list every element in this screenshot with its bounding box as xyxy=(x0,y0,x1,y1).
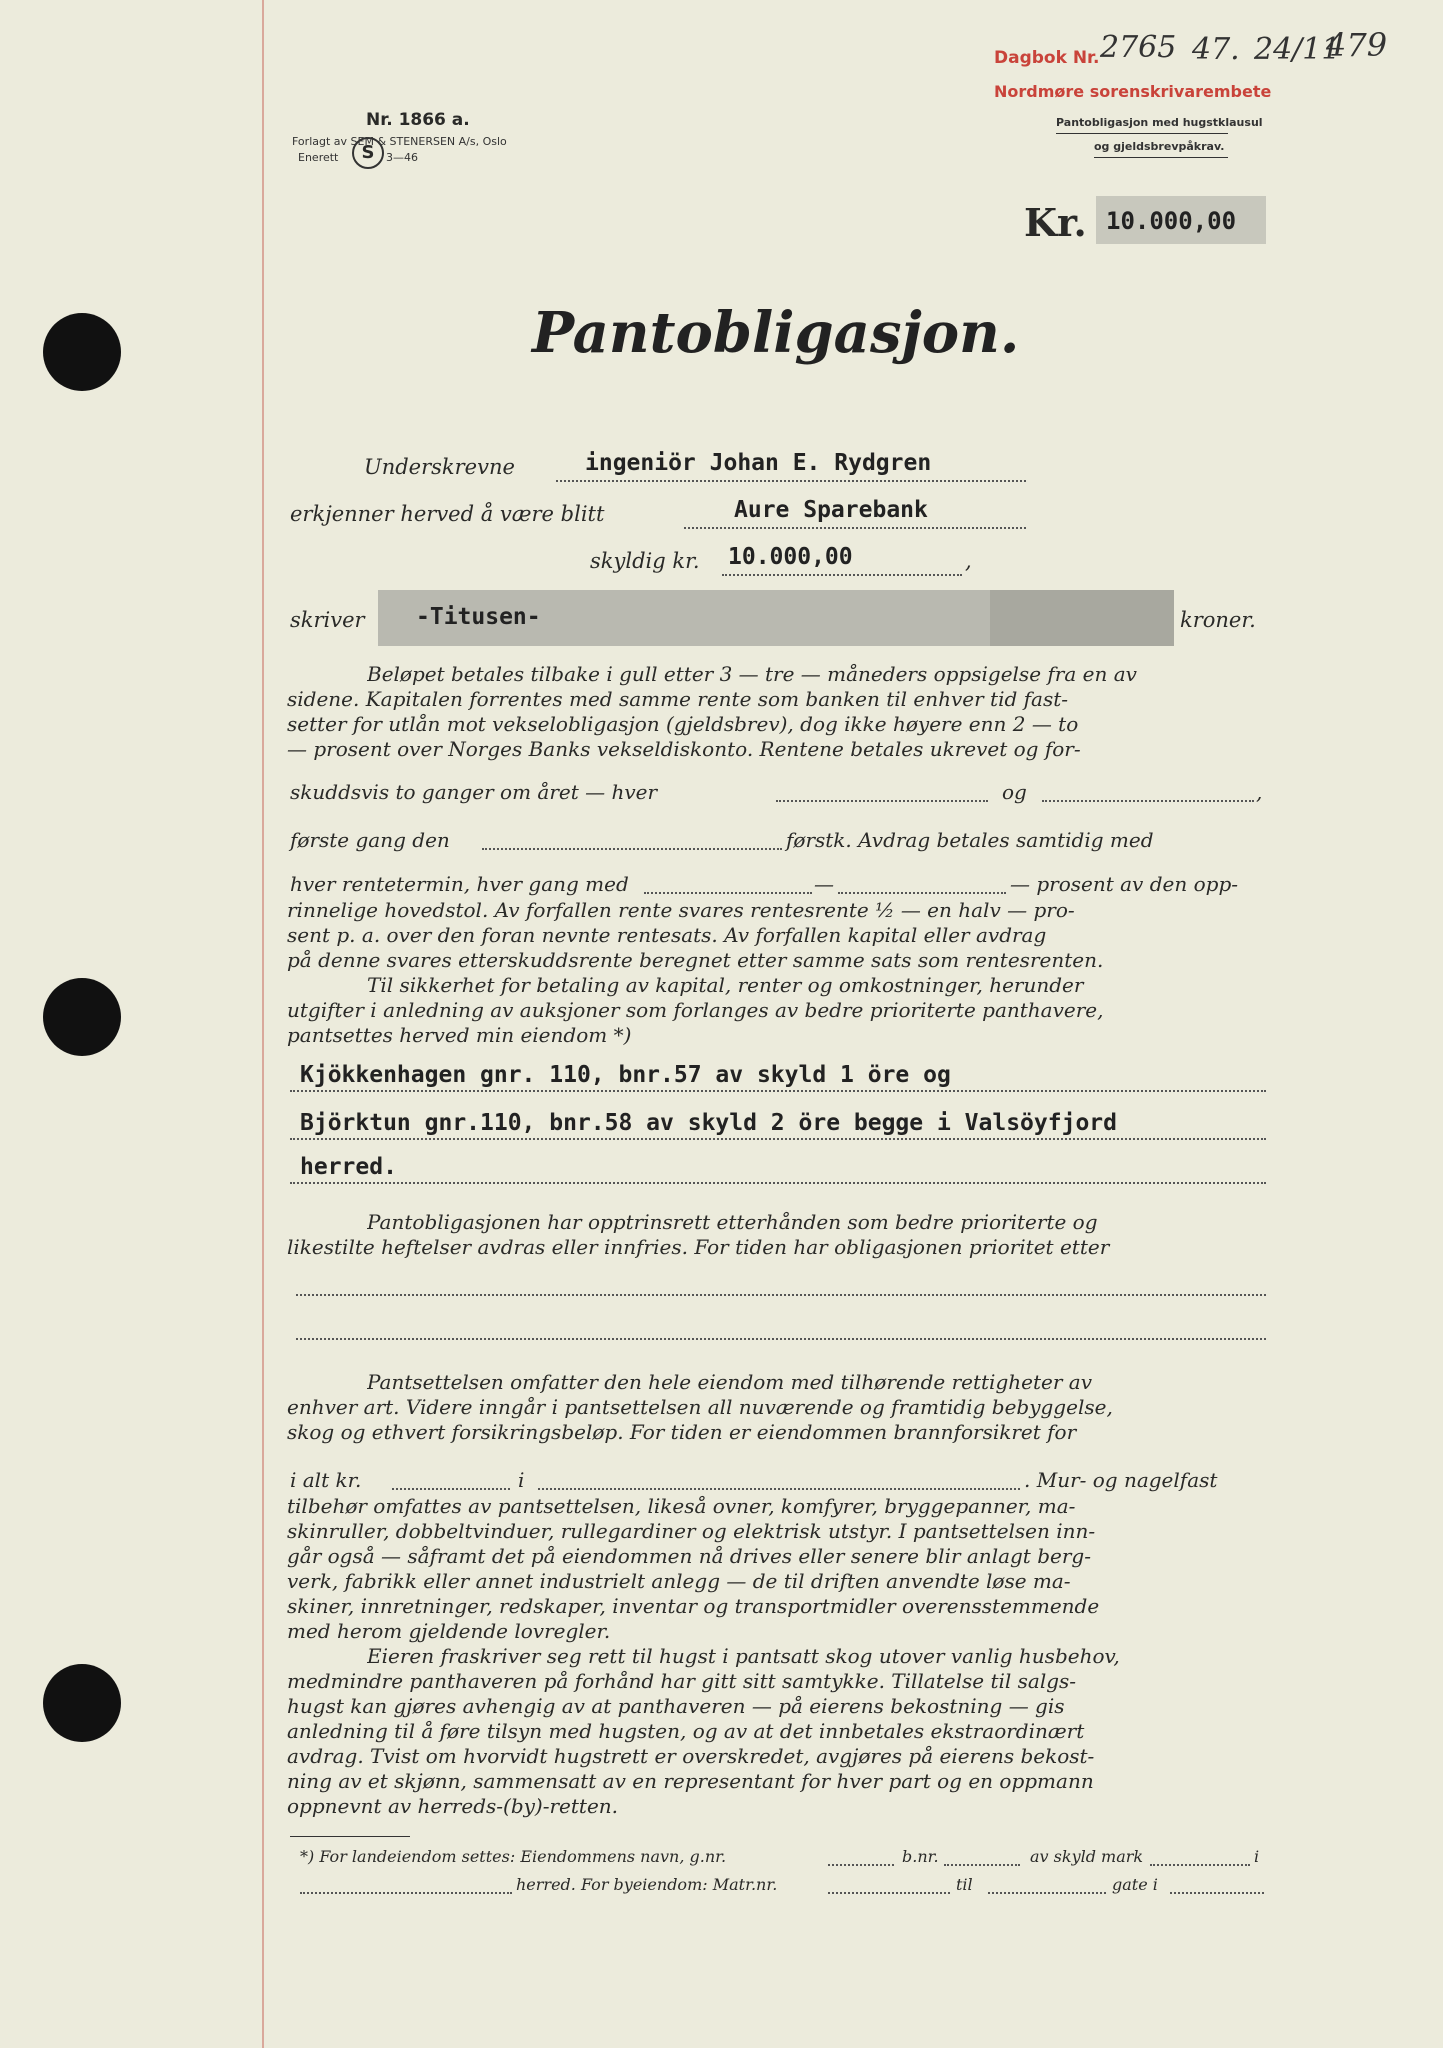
hver-dash: — xyxy=(814,872,834,896)
footnote-bnr: b.nr. xyxy=(902,1847,939,1866)
paragraph-line: skiner, innretninger, redskaper, inventar og transportmidler overensstemmende xyxy=(287,1594,1100,1618)
paragraph-line: oppnevnt av herreds-(by)-retten. xyxy=(287,1794,619,1818)
skudd-text: skuddsvis to ganger om året — hver xyxy=(290,780,658,804)
footnote-gate: gate i xyxy=(1112,1875,1158,1894)
footnote-til: til xyxy=(956,1875,973,1894)
paragraph-line: verk, fabrikk eller annet industrielt anlegg — de til driften anvendte løse ma- xyxy=(287,1569,1071,1593)
paragraph-line: pantsettes herved min eiendom *) xyxy=(287,1023,632,1047)
underskrevne-value: ingeniör Johan E. Rydgren xyxy=(585,450,932,476)
paragraph-line: Til sikkerhet for betaling av kapital, renter og omkostninger, herunder xyxy=(367,973,1084,997)
erkjenner-label: erkjenner herved å være blitt xyxy=(290,502,605,526)
document-title: Pantobligasjon. xyxy=(532,300,1020,366)
paragraph-line: går også — såframt det på eiendommen nå drives eller senere blir anlagt berg- xyxy=(287,1544,1091,1568)
property-line: Björktun gnr.110, bnr.58 av skyld 2 öre begge i Valsöyfjord xyxy=(300,1110,1117,1136)
punch-hole xyxy=(43,1664,121,1742)
paragraph-line: skog og ethvert forsikringsbeløp. For tiden er eiendommen brannforsikret for xyxy=(287,1420,1077,1444)
paragraph-line: tilbehør omfattes av pantsettelsen, likeså ovner, komfyrer, bryggepanner, ma- xyxy=(287,1494,1076,1518)
paragraph-line: Pantsettelsen omfatter den hele eiendom med tilhørende rettigheter av xyxy=(367,1370,1092,1394)
amount-value: 10.000,00 xyxy=(1106,207,1237,235)
publisher-date: 3—46 xyxy=(386,151,418,164)
hver-rest: — prosent av den opp- xyxy=(1010,872,1238,896)
form-type-line1: Pantobligasjon med hugstklausul xyxy=(1056,116,1263,129)
form-type-line2: og gjeldsbrevpåkrav. xyxy=(1094,140,1225,153)
skyldig-suffix: , xyxy=(965,549,972,573)
dagbok-stamp: Dagbok Nr. xyxy=(994,48,1100,68)
paragraph-line: likestilte heftelser avdras eller innfries. For tiden har obligasjonen prioritet etter xyxy=(287,1235,1110,1259)
skudd-og: og xyxy=(1002,780,1027,804)
paragraph-line: Pantobligasjonen har opptrinsrett etterhånden som bedre prioriterte og xyxy=(367,1210,1098,1234)
handwritten-date: 24/11 xyxy=(1254,32,1341,67)
paragraph-line: medmindre panthaveren på forhånd har gitt sitt samtykke. Tillatelse til salgs- xyxy=(287,1669,1077,1693)
paragraph-line: sidene. Kapitalen forrentes med samme rente som banken til enhver tid fast- xyxy=(287,687,1069,711)
forste-text: første gang den xyxy=(290,828,450,852)
footnote-text: *) For landeiendom settes: Eiendommens navn, g.nr. xyxy=(300,1847,727,1866)
publisher-logo-icon: S xyxy=(352,137,384,169)
office-stamp: Nordmøre sorenskrivarembete xyxy=(994,82,1272,101)
skyldig-value: 10.000,00 xyxy=(728,544,853,570)
punch-hole xyxy=(43,978,121,1056)
erkjenner-value: Aure Sparebank xyxy=(734,497,928,523)
ialt-rest: . Mur- og nagelfast xyxy=(1024,1468,1218,1492)
paragraph-line: setter for utlån mot vekselobligasjon (gjeldsbrev), dog ikke høyere enn 2 — to xyxy=(287,712,1079,736)
property-line: Kjökkenhagen gnr. 110, bnr.57 av skyld 1 öre og xyxy=(300,1062,951,1088)
footnote-text2: herred. For byeiendom: Matr.nr. xyxy=(516,1875,778,1894)
amount-label: Kr. xyxy=(1024,200,1087,245)
handwritten-year: 47. xyxy=(1192,32,1240,67)
paragraph-line: — prosent over Norges Banks vekseldiskonto. Rentene betales ukrevet og for- xyxy=(287,737,1081,761)
ialt-text: i alt kr. xyxy=(290,1468,362,1492)
margin-line xyxy=(262,0,264,2048)
ialt-i: i xyxy=(518,1468,525,1492)
kroner-label: kroner. xyxy=(1180,608,1256,632)
publisher-enerett: Enerett xyxy=(298,151,339,164)
paragraph-line: Eieren fraskriver seg rett til hugst i pantsatt skog utover vanlig husbehov, xyxy=(367,1644,1120,1668)
hver-text: hver rentetermin, hver gang med xyxy=(290,872,629,896)
paragraph-line: enhver art. Videre inngår i pantsettelsen all nuværende og framtidig bebyggelse, xyxy=(287,1395,1113,1419)
underskrevne-label: Underskrevne xyxy=(364,455,515,479)
paragraph-line: på denne svares etterskuddsrente beregnet etter samme sats som rentesrenten. xyxy=(287,948,1104,972)
paragraph-line: utgifter i anledning av auksjoner som forlanges av bedre prioriterte panthavere, xyxy=(287,998,1104,1022)
paragraph-line: rinnelige hovedstol. Av forfallen rente svares rentesrente ½ — en halv — pro- xyxy=(287,898,1075,922)
paragraph-line: avdrag. Tvist om hvorvidt hugstrett er overskredet, avgjøres på eierens bekost- xyxy=(287,1744,1095,1768)
paragraph-line: sent p. a. over den foran nevnte rentesats. Av forfallen kapital eller avdrag xyxy=(287,923,1047,947)
handwritten-page-number: 479 xyxy=(1326,26,1388,64)
paragraph-line: ning av et skjønn, sammensatt av en representant for hver part og en oppmann xyxy=(287,1769,1094,1793)
paragraph-line: med herom gjeldende lovregler. xyxy=(287,1619,611,1643)
paragraph-line: anledning til å føre tilsyn med hugsten, og av at det innbetales ekstraordinært xyxy=(287,1719,1085,1743)
property-line: herred. xyxy=(300,1154,397,1180)
paragraph-line: skinruller, dobbeltvinduer, rullegardiner og elektrisk utstyr. I pantsettelsen inn- xyxy=(287,1519,1096,1543)
paragraph-line: Beløpet betales tilbake i gull etter 3 — tre — måneders oppsigelse fra en av xyxy=(367,662,1137,686)
skriver-box-dark xyxy=(990,590,1174,646)
skriver-label: skriver xyxy=(290,608,365,632)
paragraph-line: hugst kan gjøres avhengig av at panthaveren — på eierens bekostning — gis xyxy=(287,1694,1065,1718)
form-number: Nr. 1866 a. xyxy=(366,110,470,130)
punch-hole xyxy=(43,313,121,391)
skriver-value: -Titusen- xyxy=(416,604,541,630)
skyldig-label: skyldig kr. xyxy=(590,549,700,573)
footnote-i: i xyxy=(1254,1847,1260,1866)
handwritten-ref: 2765 xyxy=(1100,30,1177,65)
skudd-comma: , xyxy=(1256,780,1263,804)
forste-rest: førstk. Avdrag betales samtidig med xyxy=(786,828,1154,852)
footnote-skyld: av skyld mark xyxy=(1030,1847,1144,1866)
publisher-line: Forlagt av SEM & STENERSEN A/s, Oslo xyxy=(292,135,507,148)
